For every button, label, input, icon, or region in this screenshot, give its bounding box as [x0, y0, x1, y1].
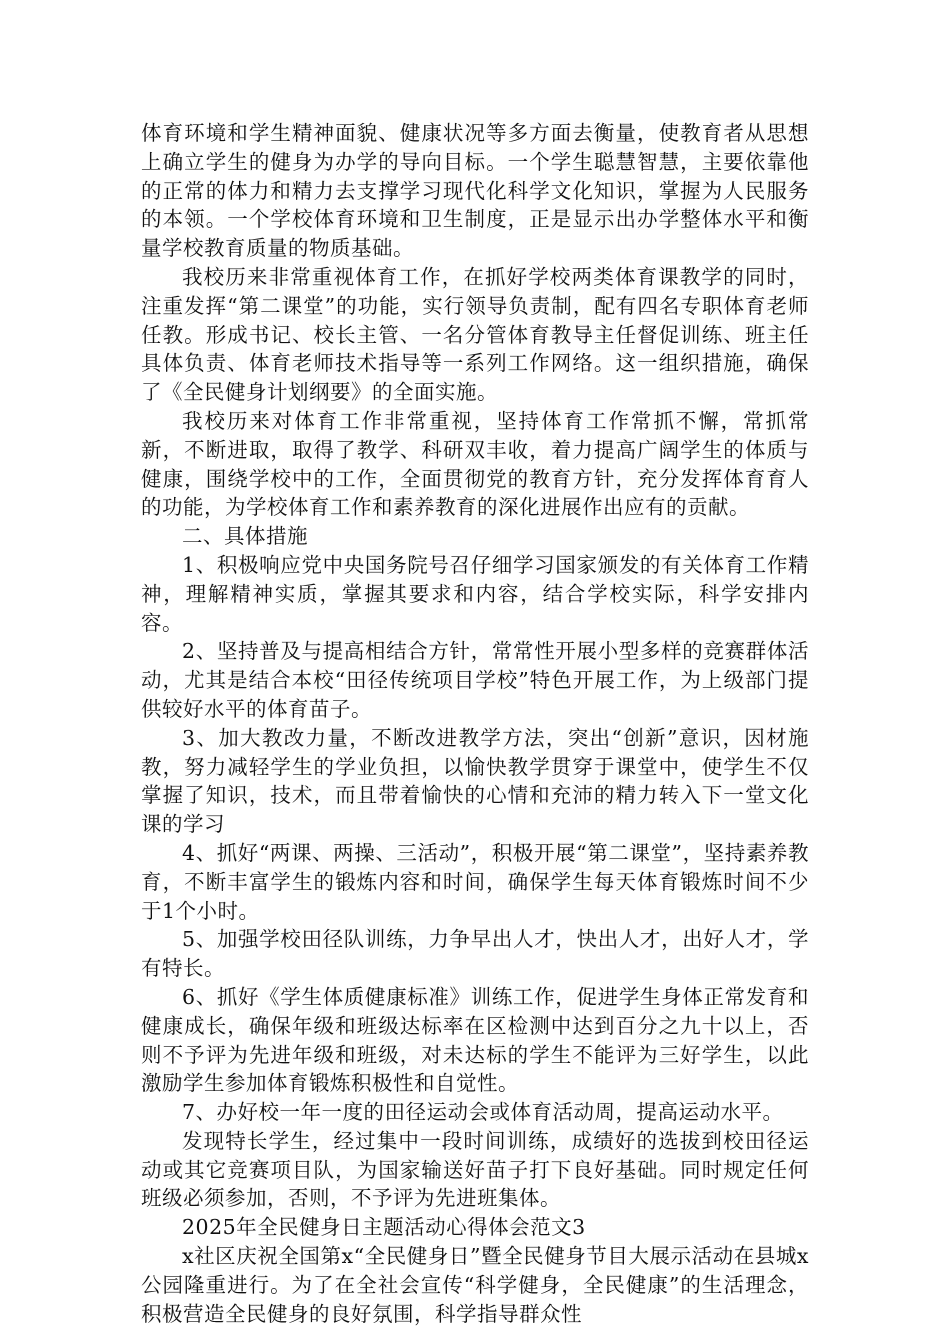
paragraph-talent-selection: 发现特长学生，经过集中一段时间训练，成绩好的选拔到校田径运动或其它竞赛项目队，为国家输送好苗子打下良好基础。同时规定任何班级必须参加，否则，不予评为先进班集体。	[141, 1128, 809, 1211]
document-body	[141, 119, 809, 1328]
paragraph-school-emphasis: 我校历来对体育工作非常重视，坚持体育工作常抓不懈，常抓常新，不断进取，取得了教学、科研双丰收，着力提高广阔学生的体质与健康，围绕学校中的工作，全面贯彻党的教育方针，充分发挥体育育人的功能，为学校体育工作和素养教育的深化进展作出应有的贡献。	[141, 408, 809, 520]
measure-item-2: 2、坚持普及与提高相结合方针，常常性开展小型多样的竞赛群体活动，尤其是结合本校“田径传统项目学校”特色开展工作，为上级部门提供较好水平的体育苗子。	[141, 639, 809, 721]
measure-item-1: 1、积极响应党中央国务院号召仔细学习国家颁发的有关体育工作精神，理解精神实质，掌握其要求和内容，结合学校实际，科学安排内容。	[141, 552, 809, 635]
measure-item-3: 3、加大教改力量，不断改进教学方法，突出“创新”意识，因材施教，努力减轻学生的学业负担，以愉快教学贯穿于课堂中，使学生不仅掌握了知识，技术，而且带着愉快的心情和充沛的精力转入下一堂文化课的学习	[141, 725, 809, 837]
measure-item-5: 5、加强学校田径队训练，力争早出人才，快出人才，出好人才，学有特长。	[141, 927, 809, 981]
paragraph-community-event: x社区庆祝全国第x“全民健身日”暨全民健身节目大展示活动在县城x公园隆重进行。为了在全社会宣传“科学健身，全民健康”的生活理念，积极营造全民健身的良好氛围，科学指导群众性	[141, 1244, 809, 1326]
paragraph-school-system: 我校历来非常重视体育工作，在抓好学校两类体育课教学的同时，注重发挥“第二课堂”的功能，实行领导负责制，配有四名专职体育老师任教。形成书记、校长主管、一名分管体育教导主任督促训练、班主任具体负责、体育老师技术指导等一系列工作网络。这一组织措施，确保了《全民健身计划纲要》的全面实施。	[141, 264, 809, 405]
section-heading-measures: 二、具体措施	[182, 524, 308, 549]
measure-item-4: 4、抓好“两课、两操、三活动”，积极开展“第二课堂”，坚持素养教育，不断丰富学生的锻炼内容和时间，确保学生每天体育锻炼时间不少于1个小时。	[141, 840, 809, 923]
measure-item-6: 6、抓好《学生体质健康标准》训练工作，促进学生身体正常发育和健康成长，确保年级和班级达标率在区检测中达到百分之九十以上，否则不予评为先进年级和班级，对未达标的学生不能评为三好学生，以此激励学生参加体育锻炼积极性和自觉性。	[141, 984, 809, 1096]
paragraph-continuation: 体育环境和学生精神面貌、健康状况等多方面去衡量，使教育者从思想上确立学生的健身为办学的导向目标。一个学生聪慧智慧，主要依靠他的正常的体力和精力去支撑学习现代化科学文化知识，掌握为人民服务的本领。一个学校体育环境和卫生制度，正是显示出办学整体水平和衡量学校教育质量的物质基础。	[141, 121, 809, 261]
measure-item-7: 7、办好校一年一度的田径运动会或体育活动周，提高运动水平。	[182, 1100, 784, 1125]
article-title-3: 2025年全民健身日主题活动心得体会范文3	[182, 1215, 586, 1240]
